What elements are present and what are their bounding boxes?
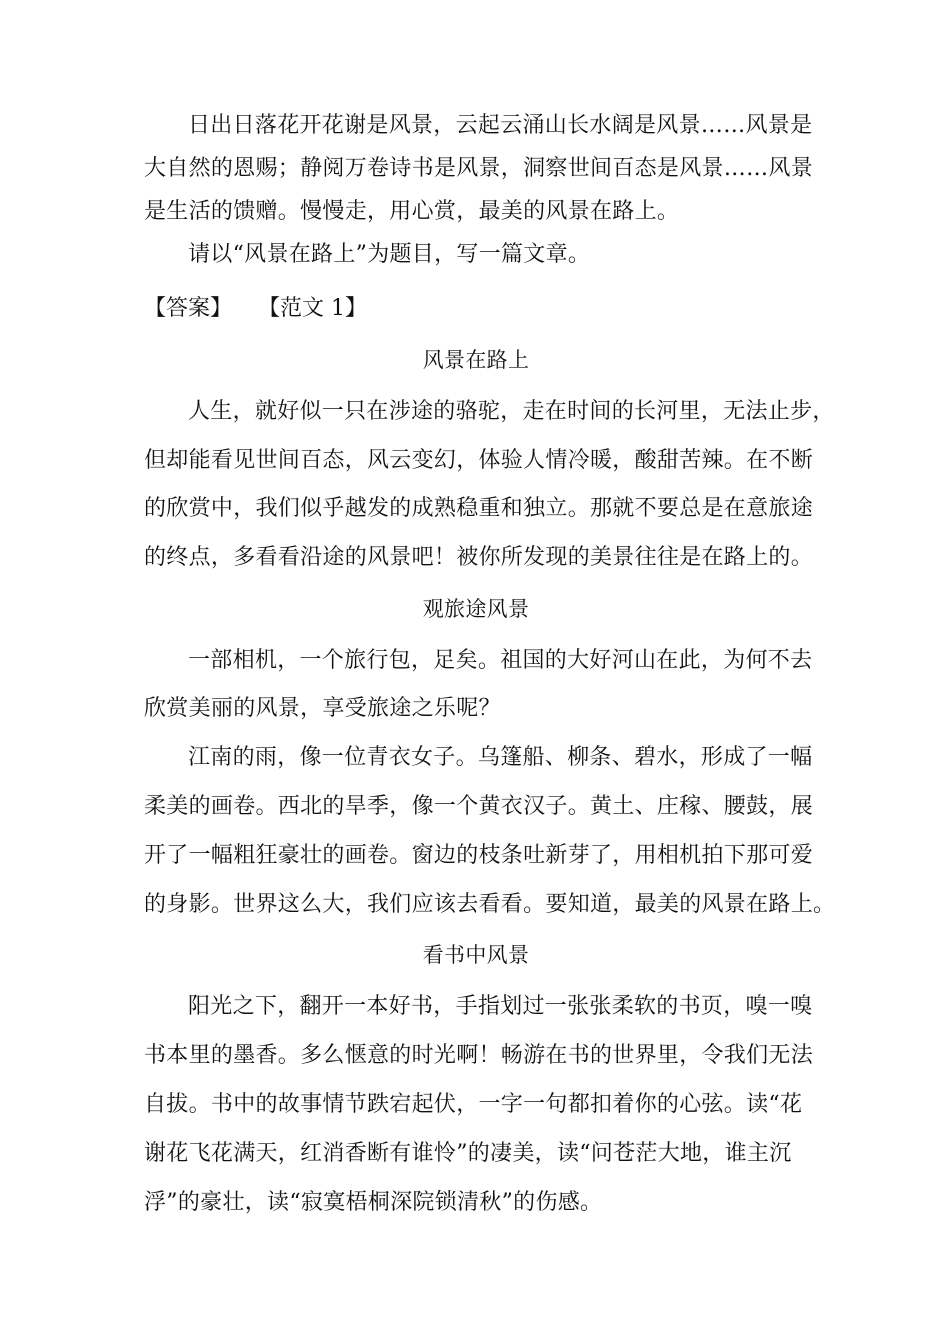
essay-line: 阳光之下，翻开一本好书，手指划过一张张柔软的书页，嗅一嗅 xyxy=(188,994,813,1019)
essay-line: 柔美的画卷。西北的旱季，像一个黄衣汉子。黄土、庄稼、腰鼓，展 xyxy=(144,794,814,819)
essay-line: 书本里的墨香。多么惬意的时光啊！畅游在书的世界里，令我们无法 xyxy=(144,1043,814,1068)
essay-line: 欣赏美丽的风景，享受旅途之乐呢？ xyxy=(144,696,501,721)
essay-line: 的终点，多看看沿途的风景吧！被你所发现的美景往往是在路上的。 xyxy=(144,545,814,570)
prompt-line: 是生活的馈赠。慢慢走，用心赏，最美的风景在路上。 xyxy=(144,199,680,224)
prompt-instruction: 请以“风景在路上”为题目，写一篇文章。 xyxy=(188,242,591,267)
answer-label: 【答案】 xyxy=(144,296,233,321)
essay-line: 的身影。世界这么大，我们应该去看看。要知道，最美的风景在路上。 xyxy=(144,892,836,917)
essay-line: 的欣赏中，我们似乎越发的成熟稳重和独立。那就不要总是在意旅途 xyxy=(144,496,814,521)
essay-line: 开了一幅粗狂豪壮的画卷。窗边的枝条吐新芽了，用相机拍下那可爱 xyxy=(144,843,814,868)
essay-line: 但却能看见世间百态，风云变幻，体验人情冷暖，酸甜苦辣。在不断 xyxy=(144,448,814,473)
prompt-line: 大自然的恩赐；静阅万卷诗书是风景，洞察世间百态是风景……风景 xyxy=(144,156,814,181)
essay-line: 江南的雨，像一位青衣女子。乌篷船、柳条、碧水，形成了一幅 xyxy=(188,745,813,770)
prompt-line: 日出日落花开花谢是风景，云起云涌山长水阔是风景……风景是 xyxy=(188,113,813,138)
essay-line: 人生，就好似一只在涉途的骆驼，走在时间的长河里，无法止步， xyxy=(188,399,835,424)
section-heading: 看书中风景 xyxy=(422,943,530,967)
essay-line: 自拔。书中的故事情节跌宕起伏，一字一句都扣着你的心弦。读“花 xyxy=(144,1092,803,1117)
essay-line: 一部相机，一个旅行包，足矣。祖国的大好河山在此，为何不去 xyxy=(188,648,813,673)
essay-line: 谢花飞花满天，红消香断有谁怜”的凄美，读“问苍茫大地，谁主沉 xyxy=(144,1141,792,1166)
sample-label: 【范文 1】 xyxy=(258,296,367,321)
essay-title: 风景在路上 xyxy=(422,348,530,372)
section-heading: 观旅途风景 xyxy=(422,597,530,621)
essay-line: 浮”的豪壮，读“寂寞梧桐深院锁清秋”的伤感。 xyxy=(144,1190,603,1215)
